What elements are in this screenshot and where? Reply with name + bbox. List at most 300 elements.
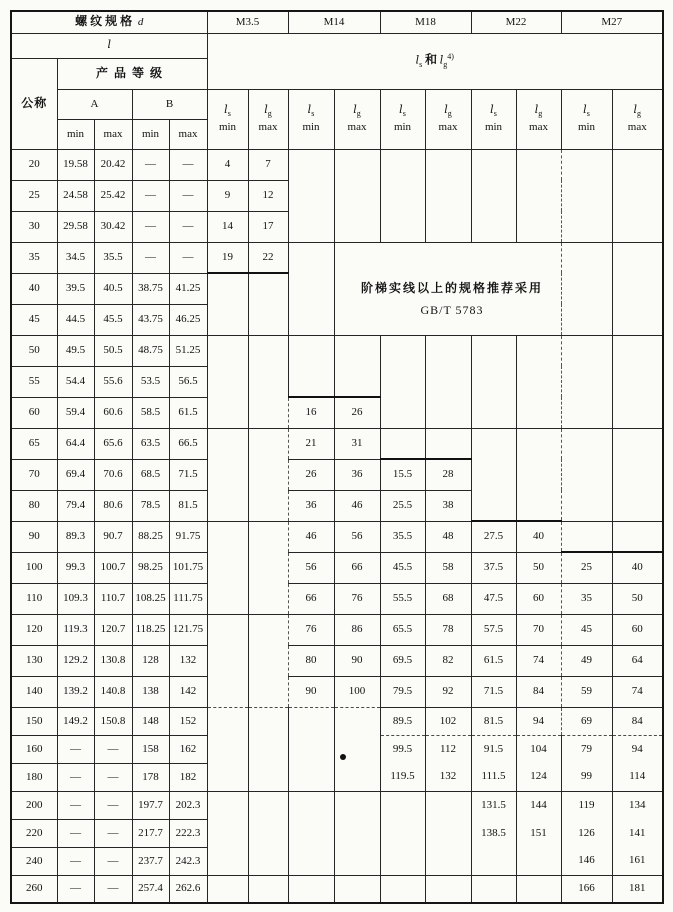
nominal-cell: 60 [11,397,57,428]
value-cell: 35.5 [94,242,132,273]
value-cell [288,304,334,335]
value-cell [516,428,561,459]
value-cell: 88.25 [132,521,169,552]
value-cell [516,242,561,273]
value-cell: 79.5 [380,676,425,707]
value-cell: 89.5 [380,707,425,735]
value-cell [207,875,248,903]
value-cell [207,552,248,583]
value-cell: 68.5 [132,459,169,490]
value-cell: 81.5 [471,707,516,735]
value-cell [288,847,334,875]
value-cell: — [57,791,94,819]
value-cell: 59 [561,676,612,707]
nominal-cell: 240 [11,847,57,875]
value-cell [248,819,288,847]
nominal-cell: 260 [11,875,57,903]
nominal-cell: 100 [11,552,57,583]
s-subscript: s [419,60,423,70]
table-row [11,614,663,645]
value-cell [248,521,288,552]
value-cell: 144 [516,791,561,819]
value-cell: 84 [516,676,561,707]
table-row [11,676,663,707]
value-cell: 34.5 [57,242,94,273]
nominal-cell: 80 [11,490,57,521]
value-cell: 78 [425,614,471,645]
value-cell [288,242,334,273]
value-cell [425,149,471,180]
value-cell [516,397,561,428]
value-cell [561,211,612,242]
value-cell [248,583,288,614]
value-cell [248,735,288,763]
value-cell: 38.75 [132,273,169,304]
nominal-cell: 35 [11,242,57,273]
value-cell: 57.5 [471,614,516,645]
value-cell: 84 [612,707,663,735]
value-cell [380,180,425,211]
value-cell [425,428,471,459]
value-cell: 17 [248,211,288,242]
value-cell [248,490,288,521]
value-cell: 54.4 [57,366,94,397]
value-cell [471,211,516,242]
value-cell: 152 [169,707,207,735]
value-cell [207,304,248,335]
value-cell: 111.75 [169,583,207,614]
size-header-m22: M22 [471,11,561,33]
value-cell: 35.5 [380,521,425,552]
value-cell: 46.25 [169,304,207,335]
value-cell: 178 [132,763,169,791]
value-cell: 65.6 [94,428,132,459]
value-cell [207,366,248,397]
value-cell: 45 [561,614,612,645]
value-cell: 118.25 [132,614,169,645]
value-cell: 49 [561,645,612,676]
value-cell [425,397,471,428]
value-cell: 70 [516,614,561,645]
value-cell: 56.5 [169,366,207,397]
value-cell: 45.5 [380,552,425,583]
value-cell: 76 [334,583,380,614]
value-cell: 124 [516,763,561,791]
value-cell: 151 [516,819,561,847]
value-cell [425,335,471,366]
value-cell [334,735,380,763]
value-cell: 25.42 [94,180,132,211]
standard-table-sheet [10,10,665,904]
value-cell: 217.7 [132,819,169,847]
value-cell: 158 [132,735,169,763]
value-cell: 161 [612,847,663,875]
value-cell [612,180,663,211]
nominal-cell: 220 [11,819,57,847]
value-cell [248,397,288,428]
value-cell [425,819,471,847]
note-line2: GB/T 5783 [420,302,484,317]
value-cell: — [132,149,169,180]
value-cell [380,366,425,397]
value-cell [207,763,248,791]
value-cell [288,180,334,211]
value-cell [288,149,334,180]
nominal-cell: 120 [11,614,57,645]
value-cell [334,819,380,847]
value-cell: 26 [334,397,380,428]
value-cell [612,366,663,397]
value-cell: 101.75 [169,552,207,583]
value-cell: 100 [334,676,380,707]
value-cell: 140.8 [94,676,132,707]
nominal-header [11,58,57,149]
value-cell [516,304,561,335]
value-cell: 99.5 [380,735,425,763]
value-cell: 48.75 [132,335,169,366]
value-cell: 66 [334,552,380,583]
value-cell: 146 [561,847,612,875]
value-cell [248,676,288,707]
value-cell [334,875,380,903]
value-cell: 92 [425,676,471,707]
value-cell [516,847,561,875]
value-cell: 50 [516,552,561,583]
value-cell: 22 [248,242,288,273]
value-cell: 9 [207,180,248,211]
value-cell: 197.7 [132,791,169,819]
value-cell [561,180,612,211]
value-cell: 55.6 [94,366,132,397]
value-cell [288,707,334,735]
value-cell [288,735,334,763]
table-row [11,763,663,791]
value-cell: 16 [288,397,334,428]
value-cell [471,149,516,180]
value-cell: 64 [612,645,663,676]
value-cell [425,366,471,397]
value-cell [334,707,380,735]
value-cell: 121.75 [169,614,207,645]
value-cell [380,149,425,180]
value-cell [207,273,248,304]
value-cell: 82 [425,645,471,676]
value-cell [425,242,471,273]
value-cell: 139.2 [57,676,94,707]
value-cell [288,819,334,847]
value-cell: 40 [516,521,561,552]
value-cell [248,763,288,791]
value-cell [334,180,380,211]
header-row-length [11,33,663,58]
value-cell: 80.6 [94,490,132,521]
value-cell: 50.5 [94,335,132,366]
value-cell: 108.25 [132,583,169,614]
value-cell [516,459,561,490]
value-cell [516,149,561,180]
value-cell [288,211,334,242]
value-cell: — [132,211,169,242]
value-cell: 222.3 [169,819,207,847]
value-cell: 31 [334,428,380,459]
value-cell: 60.6 [94,397,132,428]
value-cell: 12 [248,180,288,211]
value-cell: 111.5 [471,763,516,791]
nominal-cell: 20 [11,149,57,180]
value-cell [380,304,425,335]
value-cell [248,428,288,459]
value-cell: 36 [334,459,380,490]
value-cell: 71.5 [169,459,207,490]
value-cell: 120.7 [94,614,132,645]
value-cell: — [169,180,207,211]
table-row [11,552,663,583]
value-cell [380,791,425,819]
nominal-cell: 140 [11,676,57,707]
value-cell: 28 [425,459,471,490]
value-cell: 40 [612,552,663,583]
value-cell: 134 [612,791,663,819]
value-cell: 38 [425,490,471,521]
value-cell [334,847,380,875]
value-cell: 237.7 [132,847,169,875]
value-cell: 60 [516,583,561,614]
value-cell [471,397,516,428]
value-cell [288,763,334,791]
value-cell: 76 [288,614,334,645]
value-cell: 119.3 [57,614,94,645]
value-cell: 49.5 [57,335,94,366]
value-cell: — [57,819,94,847]
value-cell: 81.5 [169,490,207,521]
nominal-cell: 200 [11,791,57,819]
value-cell [288,875,334,903]
value-cell: 63.5 [132,428,169,459]
value-cell: 119 [561,791,612,819]
value-cell [380,875,425,903]
value-cell: 19.58 [57,149,94,180]
value-cell [612,459,663,490]
value-cell [561,428,612,459]
value-cell [471,180,516,211]
value-cell [248,366,288,397]
thread-spec-header [11,11,207,33]
value-cell: 90.7 [94,521,132,552]
value-cell [561,149,612,180]
value-cell: 58 [425,552,471,583]
value-cell: 39.5 [57,273,94,304]
value-cell [471,242,516,273]
value-cell [561,366,612,397]
value-cell [207,847,248,875]
value-cell: 53.5 [132,366,169,397]
value-cell: 131.5 [471,791,516,819]
value-cell [248,707,288,735]
nominal-cell: 45 [11,304,57,335]
value-cell [207,645,248,676]
value-cell: 80 [288,645,334,676]
value-cell: 56 [334,521,380,552]
value-cell: 202.3 [169,791,207,819]
col-header-m18-lg-max: $l_g$ max [425,89,471,149]
value-cell [334,242,380,273]
table-row [11,335,663,366]
value-cell: 69.5 [380,645,425,676]
value-cell: 150.8 [94,707,132,735]
l-symbol: l [107,38,112,52]
col-header-a-min: min [57,119,94,149]
note-line1: 阶梯实线以上的规格推荐采用 [360,280,543,295]
value-cell [334,366,380,397]
table-row [11,211,663,242]
value-cell [516,273,561,304]
col-header-a-max: max [94,119,132,149]
value-cell: 257.4 [132,875,169,903]
nominal-cell: 150 [11,707,57,735]
value-cell: 149.2 [57,707,94,735]
value-cell: 182 [169,763,207,791]
value-cell: 45.5 [94,304,132,335]
value-cell: 19 [207,242,248,273]
header-row-sizes [11,11,663,33]
value-cell [425,847,471,875]
value-cell [288,791,334,819]
value-cell [207,791,248,819]
value-cell: 56 [288,552,334,583]
value-cell: 102 [425,707,471,735]
value-cell [561,490,612,521]
value-cell: 69 [561,707,612,735]
table-row [11,459,663,490]
value-cell [288,335,334,366]
value-cell [207,819,248,847]
nominal-cell: 130 [11,645,57,676]
value-cell [612,149,663,180]
value-cell: 59.4 [57,397,94,428]
table-row [11,847,663,875]
col-header-m35-lg-max: $l_g$ max [248,89,288,149]
size-header-m14: M14 [288,11,380,33]
value-cell [425,875,471,903]
nominal-cell: 110 [11,583,57,614]
value-cell: 48 [425,521,471,552]
value-cell [612,211,663,242]
nominal-cell: 40 [11,273,57,304]
value-cell: — [169,149,207,180]
value-cell [471,847,516,875]
table-row [11,583,663,614]
value-cell [516,335,561,366]
value-cell [561,521,612,552]
value-cell: 98.25 [132,552,169,583]
value-cell: — [94,763,132,791]
value-cell: 130.8 [94,645,132,676]
value-cell [248,614,288,645]
value-cell: 74 [516,645,561,676]
value-cell: 91.75 [169,521,207,552]
value-cell: 90 [288,676,334,707]
value-cell: 35 [561,583,612,614]
value-cell: 126 [561,819,612,847]
value-cell [612,428,663,459]
value-cell: 47.5 [471,583,516,614]
value-cell [207,428,248,459]
value-cell [334,335,380,366]
value-cell: 40.5 [94,273,132,304]
value-cell: — [57,763,94,791]
value-cell [380,428,425,459]
value-cell [248,645,288,676]
value-cell: 71.5 [471,676,516,707]
value-cell: 132 [425,763,471,791]
table-row [11,735,663,763]
value-cell: 51.25 [169,335,207,366]
table-row [11,875,663,903]
value-cell: — [94,847,132,875]
table-row [11,397,663,428]
value-cell [380,819,425,847]
value-cell [248,459,288,490]
value-cell: 262.6 [169,875,207,903]
value-cell [425,180,471,211]
value-cell: 119.5 [380,763,425,791]
value-cell: 112 [425,735,471,763]
col-header-m22-ls-min: $l_s$ min [471,89,516,149]
value-cell: 69.4 [57,459,94,490]
table-row [11,428,663,459]
value-cell: — [132,180,169,211]
value-cell: — [57,735,94,763]
value-cell: 30.42 [94,211,132,242]
value-cell [248,847,288,875]
value-cell [612,490,663,521]
value-cell: 7 [248,149,288,180]
value-cell [207,735,248,763]
table-row [11,366,663,397]
table-row [11,791,663,819]
table-row [11,707,663,735]
value-cell [561,273,612,304]
table-row [11,819,663,847]
grade-a-header: A [57,89,132,119]
value-cell: 70.6 [94,459,132,490]
value-cell [612,335,663,366]
value-cell: 166 [561,875,612,903]
col-header-b-max: max [169,119,207,149]
nominal-cell: 30 [11,211,57,242]
value-cell [561,397,612,428]
value-cell: 162 [169,735,207,763]
value-cell: 24.58 [57,180,94,211]
value-cell [334,211,380,242]
value-cell [380,397,425,428]
value-cell: 100.7 [94,552,132,583]
table-row [11,180,663,211]
value-cell [471,335,516,366]
value-cell [561,304,612,335]
col-header-b-min: min [132,119,169,149]
value-cell: 89.3 [57,521,94,552]
grade-b-header: B [132,89,207,119]
value-cell: 91.5 [471,735,516,763]
value-cell: 4 [207,149,248,180]
table-row [11,242,663,273]
value-cell: 132 [169,645,207,676]
value-cell: 181 [612,875,663,903]
value-cell [334,149,380,180]
ls-lg-header [207,33,663,89]
value-cell [471,304,516,335]
